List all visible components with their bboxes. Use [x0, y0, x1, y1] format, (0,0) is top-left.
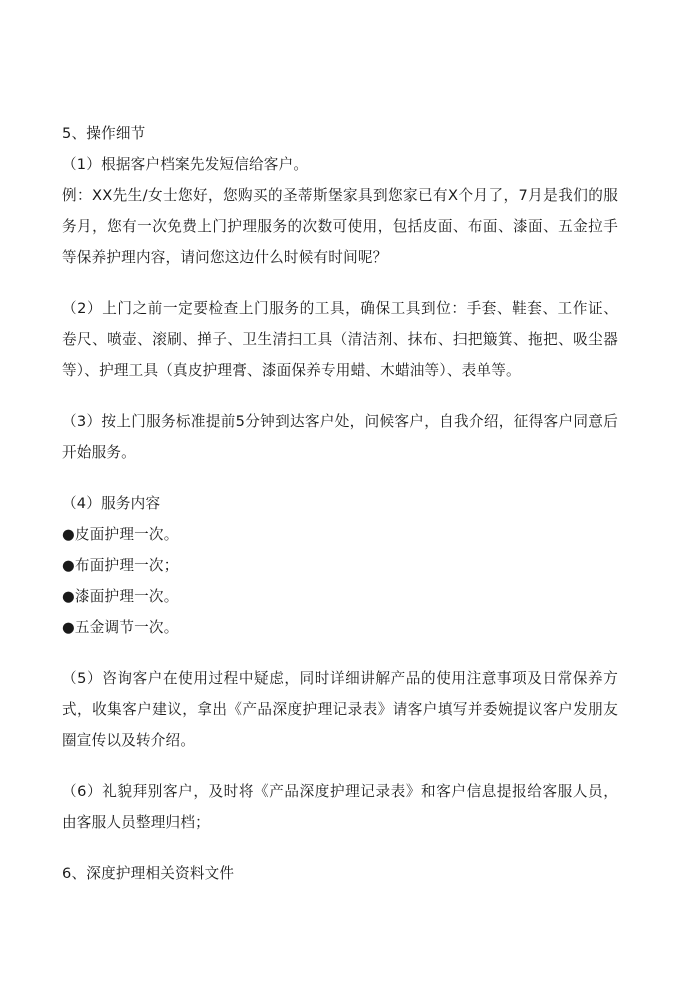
paragraph-5-1-example: 例：XX先生/女士您好，您购买的圣蒂斯堡家具到您家已有X个月了，7月是我们的服务月，您有一次免费上门护理服务的次数可使用，包括皮面、布面、漆面、五金拉手等保养护理内容，请问您这边什么时候有时间呢？ [62, 187, 618, 266]
paragraph-5-3: （3）按上门服务标准提前5分钟到达客户处，问候客户，自我介绍，征得客户同意后开始服务。 [62, 413, 618, 461]
paragraph-spacer [62, 386, 618, 406]
paragraph-spacer [62, 468, 618, 488]
section-heading-6: 6、深度护理相关资料文件 [62, 865, 235, 882]
paragraph-5-2: （2）上门之前一定要检查上门服务的工具，确保工具到位：手套、鞋套、工作证、卷尺、喷壶、滚刷、掸子、卫生清扫工具（清洁剂、抹布、扫把簸箕、拖把、吸尘器等）、护理工具（真皮护理膏、漆面保养专用蜡、木蜡油等）、表单等。 [62, 300, 618, 379]
document-body [62, 118, 618, 889]
paragraph-5-5: （5）咨询客户在使用过程中疑虑，同时详细讲解产品的使用注意事项及日常保养方式，收集客户建议，拿出《产品深度护理记录表》请客户填写并委婉提议客户发朋友圈宣传以及转介绍。 [62, 670, 618, 749]
paragraph-5-1: （1）根据客户档案先发短信给客户。 [62, 156, 309, 173]
list-item: ●布面护理一次； [62, 557, 179, 574]
paragraph-spacer [62, 838, 618, 858]
paragraph-spacer [62, 756, 618, 776]
list-item: ●漆面护理一次。 [62, 588, 179, 605]
paragraph-spacer [62, 643, 618, 663]
paragraph-spacer [62, 273, 618, 293]
section-heading-5: 5、操作细节 [62, 125, 146, 142]
paragraph-5-6: （6）礼貌拜别客户，及时将《产品深度护理记录表》和客户信息提报给客服人员，由客服人员整理归档； [62, 783, 618, 831]
list-item: ●皮面护理一次。 [62, 526, 179, 543]
list-item: ●五金调节一次。 [62, 619, 179, 636]
paragraph-5-4: （4）服务内容 [62, 495, 161, 512]
